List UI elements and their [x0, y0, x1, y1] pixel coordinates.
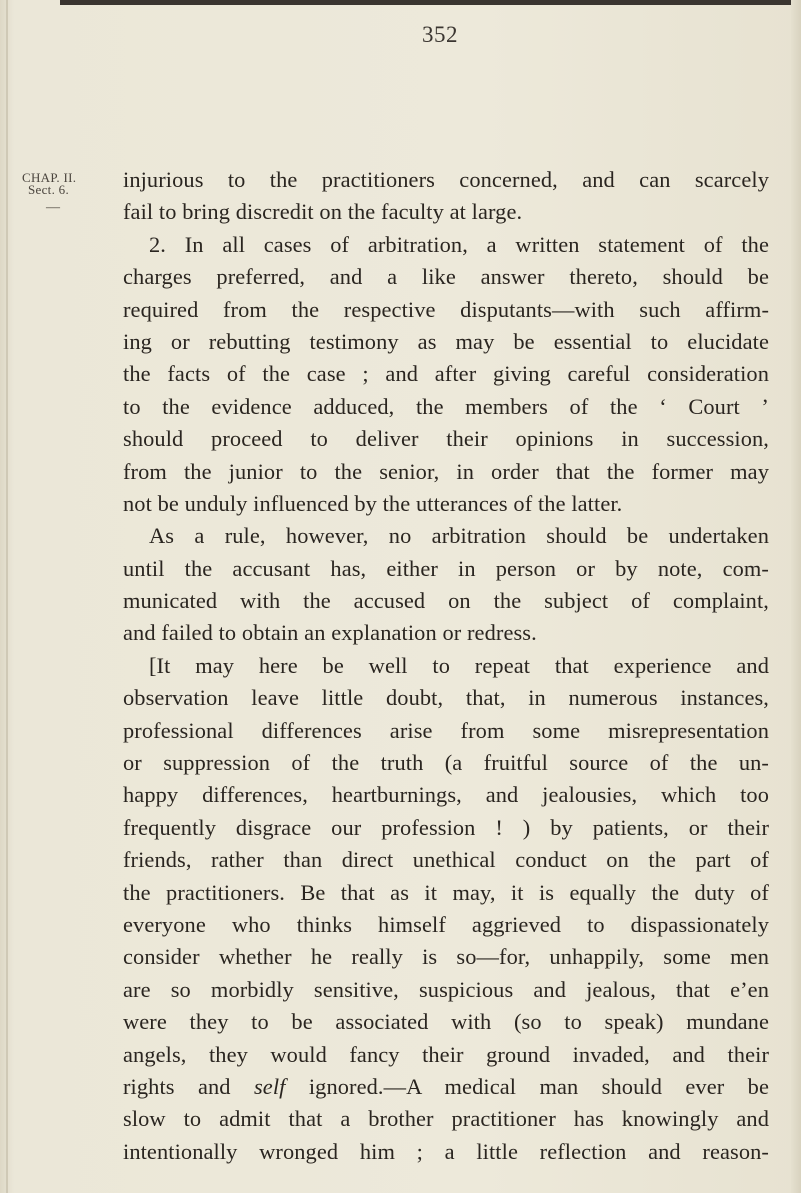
text-line: to the evidence adduced, the members of the ‘ Court ’ [123, 393, 769, 419]
text-line: not be unduly influenced by the utterances of the latter. [123, 490, 623, 516]
text-line: charges preferred, and a like answer thereto, should be [123, 264, 769, 290]
text-line: everyone who thinks himself aggrieved to dispassionately [123, 911, 769, 937]
text-line: injurious to the practitioners concerned, and can scarcely [123, 167, 769, 192]
text-line: As a rule, however, no arbitration should be undertaken [149, 523, 769, 549]
text-line: municated with the accused on the subject of complaint, [123, 588, 769, 614]
text-line: friends, rather than direct unethical conduct on the part of [123, 847, 769, 873]
left-page-edge [6, 0, 8, 1193]
body-text [123, 164, 769, 1168]
top-border-rule [60, 0, 801, 5]
text-line: from the junior to the senior, in order that the former may [123, 458, 769, 484]
text-line: are so morbidly sensitive, suspicious and jealous, that e’en [123, 976, 769, 1002]
margin-note-chapter: CHAP. II. [22, 170, 77, 185]
text-line: the facts of the case ; and after giving careful consideration [123, 361, 769, 387]
margin-note-section: Sect. 6. [28, 182, 70, 197]
text-line: rights and self ignored.—A medical man should ever be [123, 1073, 769, 1099]
text-line: the practitioners. Be that as it may, it is equally the duty of [123, 879, 769, 905]
page-number: 352 [422, 22, 458, 47]
text-line: required from the respective disputants—with such affirm- [123, 296, 769, 322]
text-line: ing or rebutting testimony as may be essential to elucidate [123, 328, 769, 354]
text-line: or suppression of the truth (a fruitful source of the un- [123, 750, 769, 776]
text-line: were they to be associated with (so to speak) mundane [123, 1009, 769, 1035]
text-line: fail to bring discredit on the faculty at large. [123, 199, 523, 225]
text-line: intentionally wronged him ; a little reflection and reason- [123, 1138, 769, 1164]
text-line: 2. In all cases of arbitration, a written statement of the [149, 231, 769, 257]
text-line: slow to admit that a brother practitioner has knowingly and [123, 1106, 769, 1132]
text-line: professional differences arise from some misrepresentation [123, 717, 769, 743]
text-line: [It may here be well to repeat that experience and [149, 652, 769, 678]
text-line: consider whether he really is so—for, unhappily, some men [123, 944, 769, 970]
text-line: observation leave little doubt, that, in numerous instances, [123, 685, 769, 711]
text-line: should proceed to deliver their opinions in succession, [123, 426, 769, 452]
text-line: angels, they would fancy their ground invaded, and their [123, 1041, 769, 1067]
text-line: and failed to obtain an explanation or redress. [123, 620, 537, 646]
text-line: happy differences, heartburnings, and jealousies, which too [123, 782, 769, 808]
text-line: until the accusant has, either in person or by note, com- [123, 555, 769, 581]
margin-note-dash: — [46, 200, 61, 215]
margin-note [22, 172, 92, 214]
right-page-edge [791, 0, 801, 1193]
text-line: frequently disgrace our profession ! ) by patients, or their [123, 814, 769, 840]
